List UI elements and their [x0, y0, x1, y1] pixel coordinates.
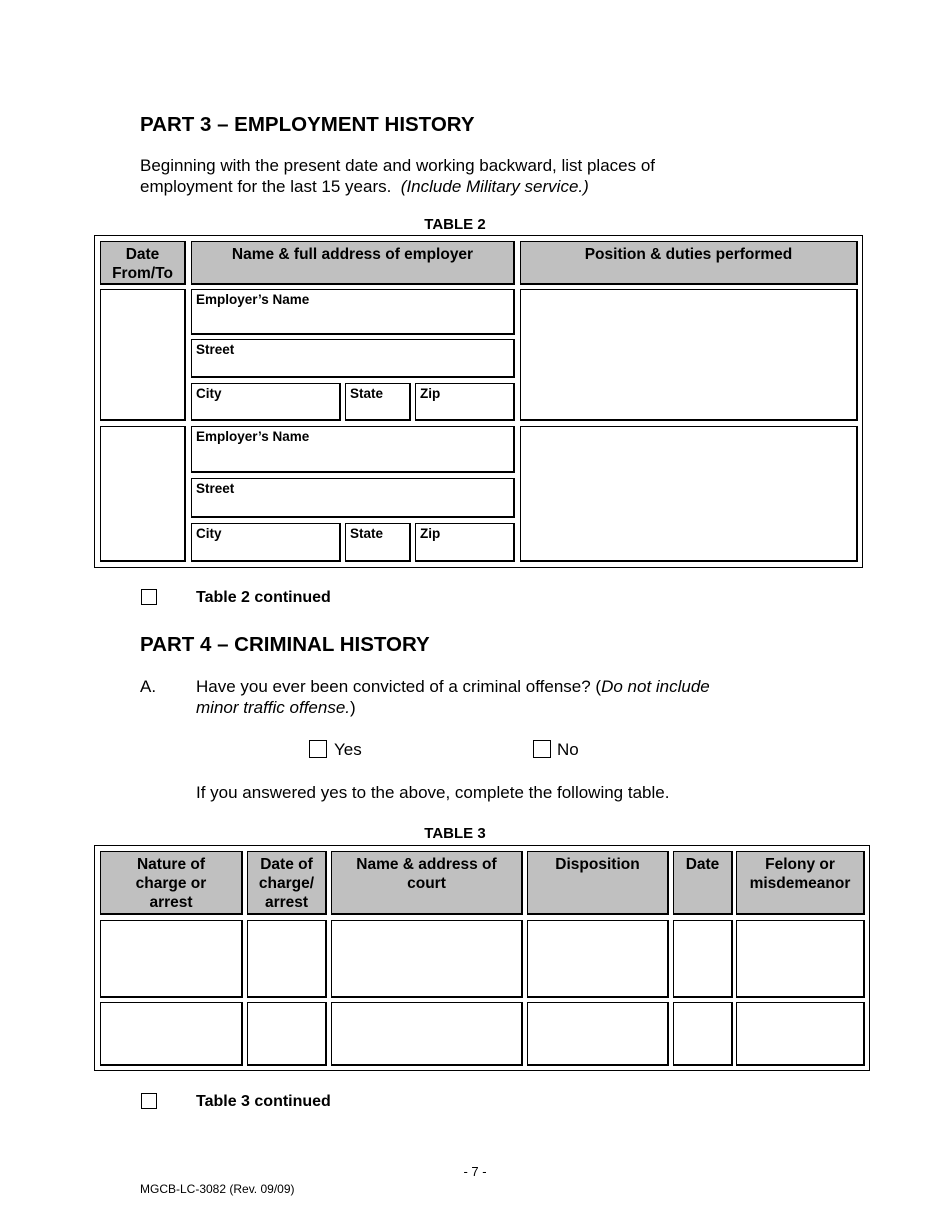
table2	[94, 235, 863, 568]
table3-header-date-charge-line2: charge/	[258, 875, 315, 892]
part4-title: PART 4 – CRIMINAL HISTORY	[140, 633, 430, 656]
field-label: City	[196, 526, 222, 541]
table3-header-nature-line3: arrest	[149, 894, 193, 911]
table2-row2-street-field[interactable]	[191, 478, 515, 518]
part3-intro	[140, 155, 655, 197]
question-text-main: Have you ever been convicted of a criminal offense? (	[196, 677, 602, 696]
table3-row2-nature-field[interactable]	[100, 1002, 243, 1066]
table3-header-date-charge-line3: arrest	[264, 894, 309, 911]
table2-row2-date-field[interactable]	[100, 426, 186, 562]
field-label: Street	[196, 342, 235, 357]
table3-row1-nature-field[interactable]	[100, 920, 243, 998]
table2-caption: TABLE 2	[424, 216, 486, 233]
table3-row1-felony-field[interactable]	[736, 920, 865, 998]
field-label: Employer’s Name	[196, 292, 310, 307]
table2-continued-checkbox[interactable]	[141, 589, 157, 605]
question-close: )	[350, 698, 356, 717]
part3-intro-italic: (Include Military service.)	[400, 177, 589, 196]
table2-row2-position-field[interactable]	[520, 426, 858, 562]
field-label: Street	[196, 481, 235, 496]
form-id: MGCB-LC-3082 (Rev. 09/09)	[140, 1182, 295, 1196]
no-checkbox[interactable]	[533, 740, 551, 758]
question-italic2: minor traffic offense.	[196, 698, 351, 717]
question-text	[196, 676, 710, 718]
table3	[94, 845, 870, 1071]
table3-header-nature	[100, 851, 243, 915]
part3-intro-line2	[140, 176, 655, 197]
table2-row2-city-field[interactable]	[191, 523, 341, 562]
no-label: No	[557, 740, 579, 759]
field-label: Zip	[420, 386, 441, 401]
table2-row1-zip-field[interactable]	[415, 383, 515, 421]
table2-header-employer: Name & full address of employer	[191, 241, 515, 285]
yes-checkbox[interactable]	[309, 740, 327, 758]
table2-row1-city-field[interactable]	[191, 383, 341, 421]
table3-row1-date-field[interactable]	[673, 920, 733, 998]
table2-row2-employer-name-field[interactable]	[191, 426, 515, 473]
table3-header-nature-line2: charge or	[135, 875, 207, 892]
table3-header-court-line1: Name & address of	[356, 856, 497, 873]
field-label: Zip	[420, 526, 441, 541]
table3-row2-date-field[interactable]	[673, 1002, 733, 1066]
page-number: - 7 -	[463, 1164, 487, 1179]
yes-label: Yes	[334, 740, 362, 759]
table2-row1-state-field[interactable]	[345, 383, 411, 421]
table2-header-date-line1: Date	[125, 246, 160, 263]
table2-header-date	[100, 241, 186, 285]
table3-row1-court-field[interactable]	[331, 920, 523, 998]
table3-header-nature-line1: Nature of	[136, 856, 206, 873]
table2-row2-zip-field[interactable]	[415, 523, 515, 562]
table3-header-date: Date	[673, 851, 733, 915]
table3-header-felony-line2: misdemeanor	[749, 875, 851, 892]
table3-header-date-charge	[247, 851, 327, 915]
table3-header-court	[331, 851, 523, 915]
table2-header-date-line2: From/To	[112, 265, 173, 282]
table2-continued-label: Table 2 continued	[196, 589, 331, 606]
table3-header-felony-line1: Felony or	[765, 856, 835, 873]
part3-title: PART 3 – EMPLOYMENT HISTORY	[140, 113, 475, 136]
question-letter: A.	[140, 677, 157, 696]
table3-instruction: If you answered yes to the above, complete the following table.	[196, 783, 670, 802]
table3-row2-felony-field[interactable]	[736, 1002, 865, 1066]
table3-row1-date-charge-field[interactable]	[247, 920, 327, 998]
part3-intro-line1: Beginning with the present date and working backward, list places of	[140, 156, 656, 175]
table3-header-felony	[736, 851, 865, 915]
part3-intro-line2-text: employment for the last 15 years.	[140, 177, 392, 196]
table2-header-position: Position & duties performed	[520, 241, 858, 285]
field-label: City	[196, 386, 222, 401]
table2-row1-position-field[interactable]	[520, 289, 858, 421]
table3-row1-disposition-field[interactable]	[527, 920, 669, 998]
field-label: State	[350, 386, 384, 401]
table3-continued-checkbox[interactable]	[141, 1093, 157, 1109]
field-label: Employer’s Name	[196, 429, 310, 444]
question-line2	[196, 697, 710, 718]
field-label: State	[350, 526, 384, 541]
table3-header-date-charge-line1: Date of	[260, 856, 313, 873]
table3-row2-court-field[interactable]	[331, 1002, 523, 1066]
table2-row1-date-field[interactable]	[100, 289, 186, 421]
table2-row2-state-field[interactable]	[345, 523, 411, 562]
table3-row2-date-charge-field[interactable]	[247, 1002, 327, 1066]
table3-header-disposition: Disposition	[527, 851, 669, 915]
table2-row1-street-field[interactable]	[191, 339, 515, 378]
question-line1	[196, 676, 710, 697]
table3-continued-label: Table 3 continued	[196, 1093, 331, 1110]
table2-row1-employer-name-field[interactable]	[191, 289, 515, 335]
table3-header-court-line2: court	[407, 875, 446, 892]
table3-caption: TABLE 3	[424, 825, 486, 842]
question-italic1: Do not include	[601, 677, 710, 696]
table3-row2-disposition-field[interactable]	[527, 1002, 669, 1066]
